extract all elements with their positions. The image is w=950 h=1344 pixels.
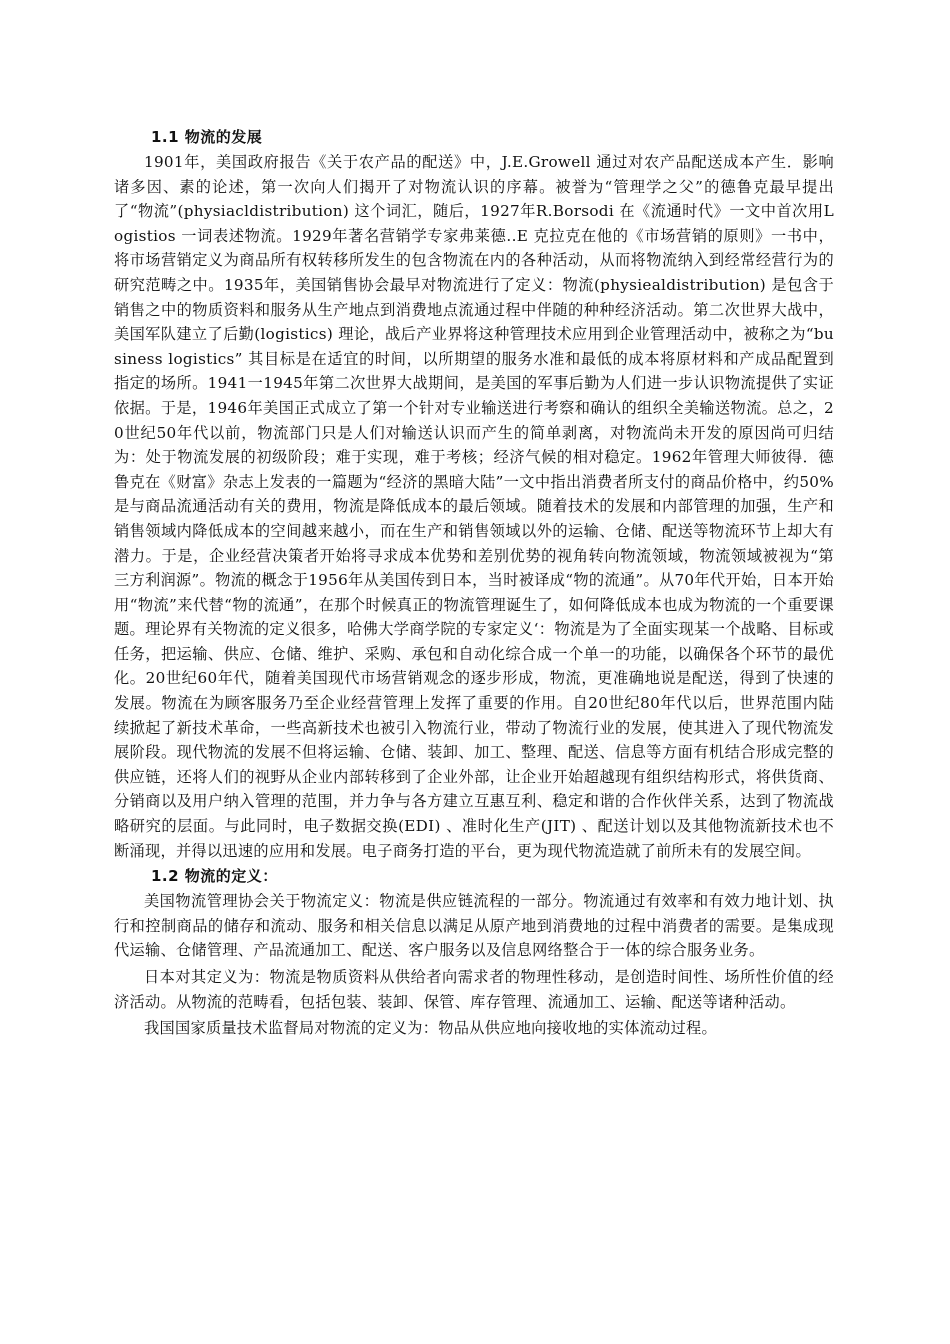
section-heading-definition: 1.2 物流的定义： <box>151 867 278 886</box>
paragraph-china-definition: 我国国家质量技术监督局对物流的定义为：物品从供应地向接收地的实体流动过程。 <box>144 1019 718 1038</box>
document-body <box>114 124 834 1041</box>
paragraph-japan-definition: 日本对其定义为：物流是物质资料从供给者向需求者的物理性移动，是创造时间性、场所性价值的经济活动。从物流的范畴看，包括包装、装卸、保管、库存管理、流通加工、运输、配送等诸种活动。 <box>114 968 834 1011</box>
paragraph-development: 1901年，美国政府报告《关于农产品的配送》中，J.E.Growell 通过对农产品配送成本产生．影响诸多因、素的论述，第一次向人们揭开了对物流认识的序幕。被誉为“管理学之父”的德鲁克最早提出了“物流”(physiacldistribution) 这个词汇，随后，1927年R.Borsodi 在《流通时代》一文中首次用Logistios 一词表述物流。1929年著名营销学专家弗莱德..E 克拉克在他的《市场营销的原则》一书中，将市场营销定义为商品所有权转移所发生的包含物流在内的各种活动，从而将物流纳入到经常经营行为的研究范畴之中。1935年，美国销售协会最早对物流进行了定义：物流(physiealdistribution) 是包含于销售之中的物质资料和服务从生产地点到消费地点流通过程中伴随的种种经济活动。第二次世界大战中，美国军队建立了后勤(logistics) 理论，战后产业界将这种管理技术应用到企业管理活动中，被称之为“business logistics” 其目标是在适宜的时间，以所期望的服务水准和最低的成本将原材料和产成品配置到指定的场所。1941一1945年第二次世界大战期间，是美国的军事后勤为人们进一步认识物流提供了实证依据。于是，1946年美国正式成立了第一个针对专业输送进行考察和确认的组织全美输送物流。总之，20世纪50年代以前，物流部门只是人们对输送认识而产生的简单剥离，对物流尚未开发的原因尚可归结为：处于物流发展的初级阶段；难于实现，难于考核；经济气候的相对稳定。1962年管理大师彼得．德鲁克在《财富》杂志上发表的一篇题为“经济的黑暗大陆”一文中指出消费者所支付的商品价格中，约50% 是与商品流通活动有关的费用，物流是降低成本的最后领域。随着技术的发展和内部管理的加强，生产和销售领域内降低成本的空间越来越小，而在生产和销售领域以外的运输、仓储、配送等物流环节上却大有潜力。于是，企业经营决策者开始将寻求成本优势和差别优势的视角转向物流领域，物流领域被视为“第三方利润源”。物流的概念于1956年从美国传到日本，当时被译成“物的流通”。从70年代开始，日本开始用“物流”来代替“物的流通”，在那个时候真正的物流管理诞生了，如何降低成本也成为物流的一个重要课题。理论界有关物流的定义很多，哈佛大学商学院的专家定义‘：物流是为了全面实现某一个战略、目标或任务，把运输、供应、仓储、维护、采购、承包和自动化综合成一个单一的功能，以确保各个环节的最优化。20世纪60年代，随着美国现代市场营销观念的逐步形成，物流，更准确地说是配送，得到了快速的发展。物流在为顾客服务乃至企业经营管理上发挥了重要的作用。自20世纪80年代以后，世界范围内陆续掀起了新技术革命，一些高新技术也被引入物流行业，带动了物流行业的发展，使其进入了现代物流发展阶段。现代物流的发展不但将运输、仓储、装卸、加工、整理、配送、信息等方面有机结合形成完整的供应链，还将人们的视野从企业内部转移到了企业外部，让企业开始超越现有组织结构形式，将供货商、分销商以及用户纳入管理的范围，并力争与各方建立互惠互利、稳定和谐的合作伙伴关系，达到了物流战略研究的层面。与此同时，电子数据交换(EDI) 、准时化生产(JIT) 、配送计划以及其他物流新技术也不断涌现，并得以迅速的应用和发展。电子商务打造的平台，更为现代物流造就了前所未有的发展空间。 <box>114 153 834 860</box>
section-heading-development: 1.1 物流的发展 <box>151 128 263 146</box>
paragraph-us-definition: 美国物流管理协会关于物流定义：物流是供应链流程的一部分。物流通过有效率和有效力地计划、执行和控制商品的储存和流动、服务和相关信息以满足从原产地到消费地的过程中消费者的需要。是集成现代运输、仓储管理、产品流通加工、配送、客户服务以及信息网络整合于一体的综合服务业务。 <box>114 892 834 960</box>
